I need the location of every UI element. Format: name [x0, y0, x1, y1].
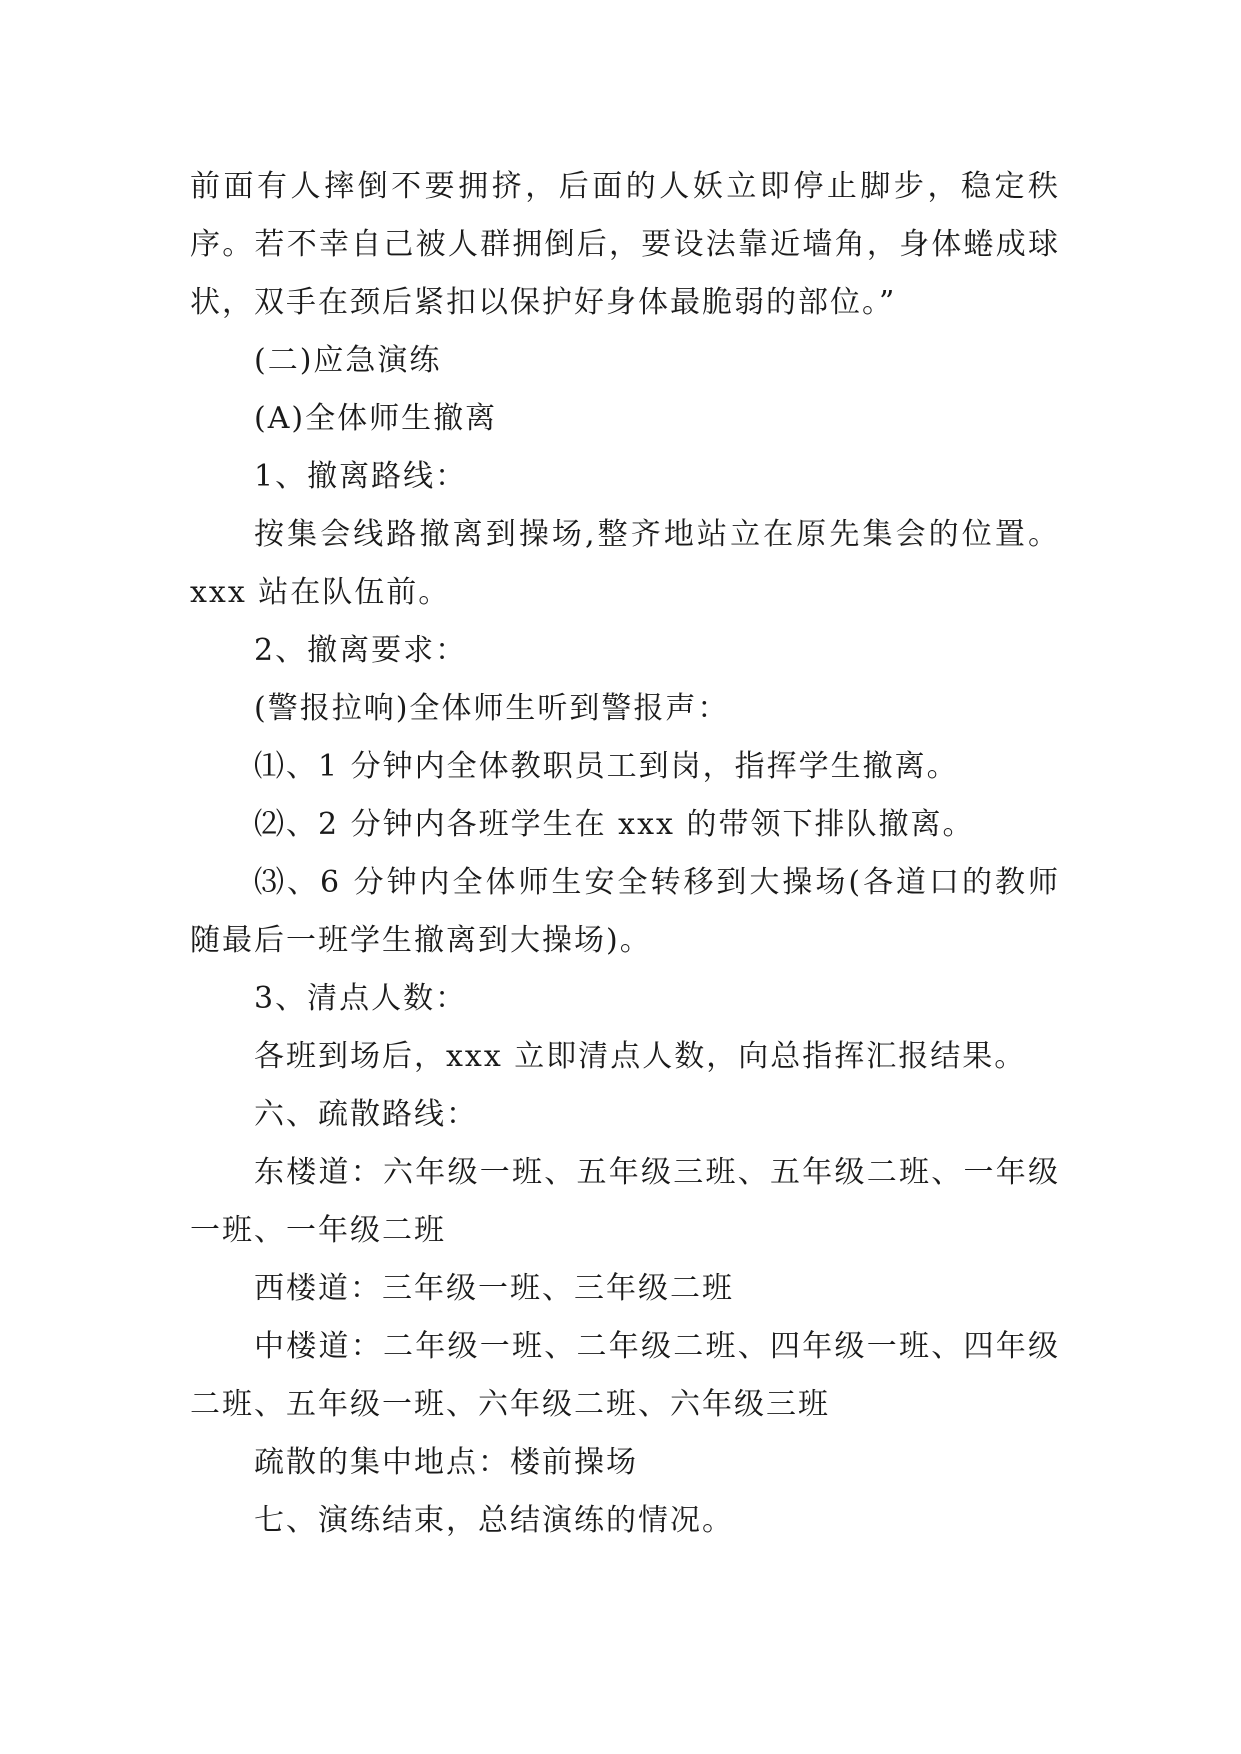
list-item: ⑶、6 分钟内全体师生安全转移到大操场(各道口的教师随最后一班学生撤离到大操场)。	[190, 865, 1060, 958]
paragraph: 各班到场后，xxx 立即清点人数，向总指挥汇报结果。	[254, 1039, 1027, 1074]
section-heading: 七、演练结束，总结演练的情况。	[254, 1503, 734, 1538]
paragraph: 中楼道：二年级一班、二年级二班、四年级一班、四年级二班、五年级一班、六年级二班、六年级三班	[190, 1329, 1060, 1422]
paragraph: 西楼道：三年级一班、三年级二班	[254, 1271, 734, 1306]
list-item: ⑵、2 分钟内各班学生在 xxx 的带领下排队撤离。	[254, 807, 975, 842]
list-item: ⑴、1 分钟内全体教职员工到岗，指挥学生撤离。	[254, 749, 959, 784]
list-heading: 1、撤离路线：	[254, 459, 468, 494]
list-heading: 2、撤离要求：	[254, 633, 468, 668]
document-body	[190, 158, 1060, 1550]
paragraph: 前面有人摔倒不要拥挤，后面的人妖立即停止脚步，稳定秩序。若不幸自己被人群拥倒后，要设法靠近墙角，身体蜷成球状，双手在颈后紧扣以保护好身体最脆弱的部位。”	[190, 169, 1060, 320]
section-heading: 六、疏散路线：	[254, 1097, 478, 1132]
paragraph: 东楼道：六年级一班、五年级三班、五年级二班、一年级一班、一年级二班	[190, 1155, 1060, 1248]
paragraph: (警报拉响)全体师生听到警报声：	[254, 691, 730, 726]
paragraph: 按集会线路撤离到操场,整齐地站立在原先集会的位置。xxx 站在队伍前。	[190, 517, 1060, 610]
sub-heading: (A)全体师生撤离	[254, 401, 498, 436]
section-heading: (二)应急演练	[254, 343, 442, 378]
paragraph: 疏散的集中地点：楼前操场	[254, 1445, 638, 1480]
list-heading: 3、清点人数：	[254, 981, 468, 1016]
